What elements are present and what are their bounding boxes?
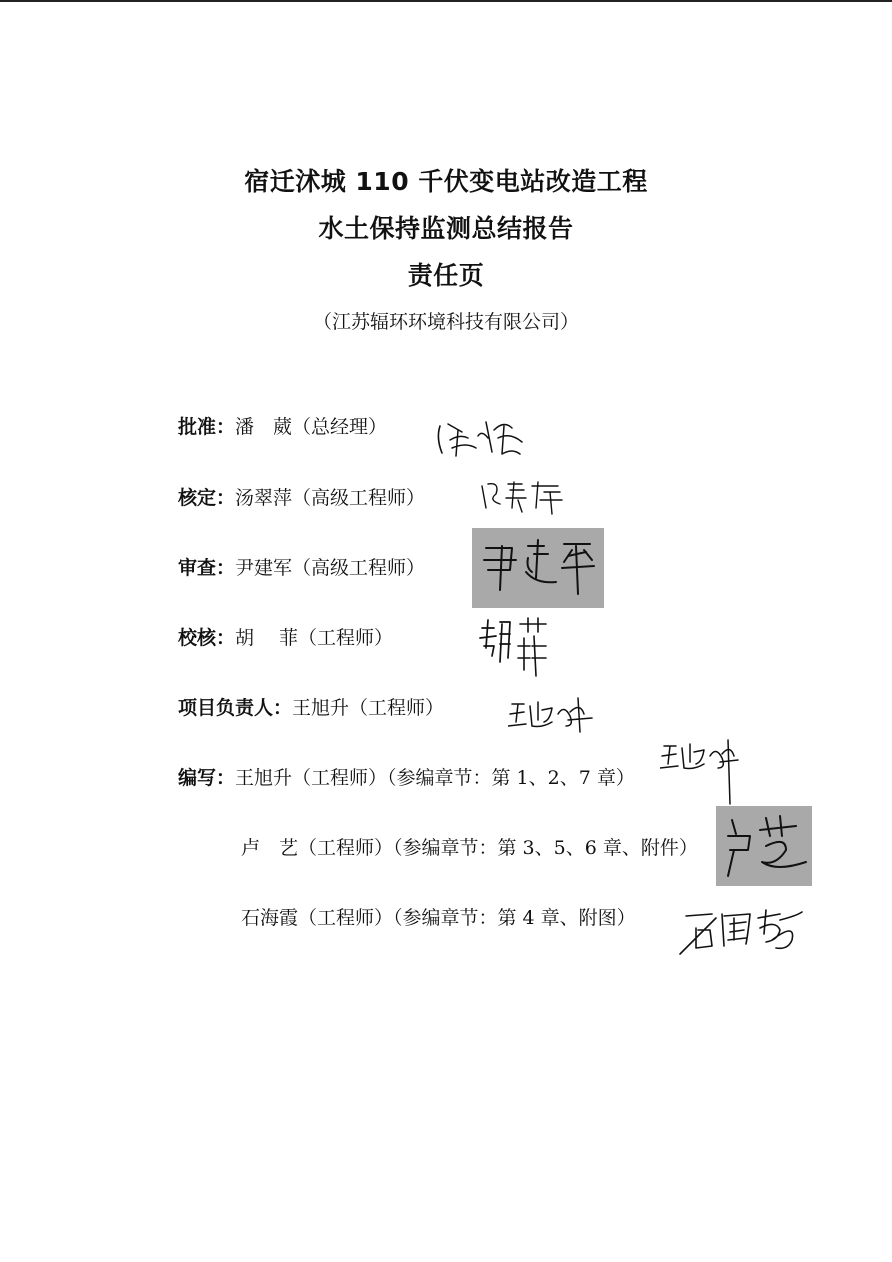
role-label: 审查： xyxy=(178,557,236,579)
person-name: 石海霞（工程师）（参编章节：第 4 章、附图） xyxy=(241,907,636,929)
signature-author-2-stamp xyxy=(716,806,812,886)
signature-review-stamp xyxy=(472,528,604,608)
author-row xyxy=(178,903,636,930)
signature-project-leader xyxy=(508,692,598,742)
author-row xyxy=(178,763,635,790)
role-label: 核定： xyxy=(178,487,236,509)
person-name: 潘 葳（总经理） xyxy=(235,416,388,438)
signature-author-3 xyxy=(676,900,806,966)
role-label: 编写： xyxy=(178,767,236,789)
role-label: 校核： xyxy=(178,627,236,649)
verification-row xyxy=(178,483,425,510)
person-name: 尹建军（高级工程师） xyxy=(235,557,426,579)
role-label: 批准： xyxy=(178,416,236,438)
person-name: 卢 艺（工程师）（参编章节：第 3、5、6 章、附件） xyxy=(241,837,698,859)
proofreading-row xyxy=(178,623,393,650)
role-label: 项目负责人： xyxy=(178,697,293,719)
title-line-1: 宿迁沭城 110 千伏变电站改造工程 xyxy=(244,167,648,196)
person-name: 王旭升（工程师） xyxy=(292,697,445,719)
signature-author-1 xyxy=(660,736,740,808)
title-line-3: 责任页 xyxy=(407,261,485,290)
top-border-line xyxy=(0,0,892,2)
person-name: 汤翠萍（高级工程师） xyxy=(235,487,426,509)
person-name: 胡 菲（工程师） xyxy=(235,627,394,649)
signature-proofreading xyxy=(474,612,554,678)
company-name: （江苏辐环环境科技有限公司） xyxy=(312,311,579,333)
person-name: 王旭升（工程师）（参编章节：第 1、2、7 章） xyxy=(235,767,635,789)
project-leader-row xyxy=(178,693,444,720)
author-row xyxy=(178,833,698,860)
review-row xyxy=(178,553,425,580)
signature-approval xyxy=(432,408,532,463)
title-line-2: 水土保持监测总结报告 xyxy=(318,214,574,243)
approval-row xyxy=(178,412,387,439)
signature-verification xyxy=(478,478,568,518)
